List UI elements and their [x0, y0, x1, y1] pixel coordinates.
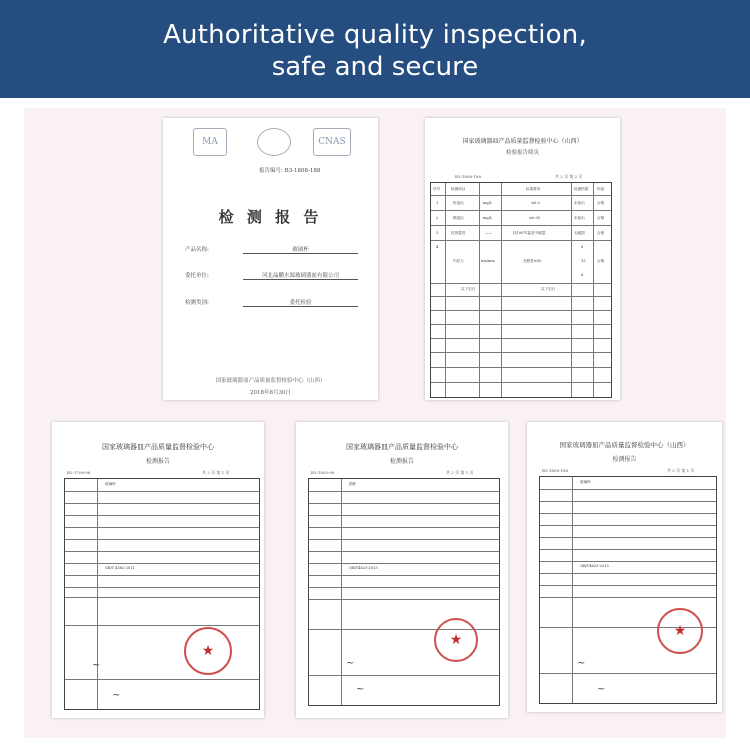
- cont-cell: 内应力: [453, 259, 464, 263]
- cont-cell: 2: [436, 216, 439, 220]
- category-row: [185, 298, 312, 306]
- report-table: [539, 476, 717, 704]
- cont-cell: 4: [436, 245, 439, 249]
- cont-blank-note: 以下空白: [541, 287, 556, 291]
- official-stamp: ★: [657, 608, 703, 654]
- report-org: 国家玻璃器皿产品质量监督检验中心: [346, 443, 458, 451]
- cont-cell: 无破损: [574, 231, 585, 235]
- cont-title: 检验报告续页: [505, 150, 539, 156]
- cont-cell: mg/L: [483, 216, 493, 220]
- cont-page: 共 2 页 第 2 页: [555, 174, 583, 179]
- cont-org: 国家玻璃器皿产品质量监督检验中心（山西）: [462, 138, 583, 145]
- report-page: 共 2 页 第 1 页: [667, 468, 695, 473]
- signature: ~: [346, 658, 355, 669]
- report-product: 玻璃杯: [580, 480, 591, 484]
- report-page-3: [527, 422, 722, 712]
- cont-cell: 合格: [597, 216, 605, 220]
- field-label: 检测类别:: [185, 300, 209, 306]
- report-page-2: [296, 422, 508, 718]
- signature: ~: [577, 658, 586, 669]
- cont-cell: ——: [485, 231, 493, 235]
- report-product: 玻璃杯: [105, 482, 116, 486]
- banner-line-1: Authoritative quality inspection,: [163, 20, 587, 50]
- report-number: B3-1805-00: [311, 470, 335, 475]
- cont-cell: 8: [581, 245, 584, 249]
- signature: ~: [597, 684, 606, 695]
- field-value: 玻璃杯: [243, 245, 358, 254]
- cont-cell: 经100℃温差不破裂: [513, 231, 546, 235]
- cover-title: 检 测 报 告: [218, 208, 323, 226]
- header-banner: [0, 0, 750, 98]
- cont-cell: 3: [436, 231, 439, 235]
- report-number: B3-1808-188: [542, 468, 569, 473]
- report-title: 检测报告: [145, 458, 170, 465]
- report-number-label: 报告编号:: [259, 168, 283, 174]
- cont-cell: 6: [581, 273, 584, 277]
- cont-blank-note: 以下空白: [461, 287, 476, 291]
- cont-cell: 合格: [597, 201, 605, 205]
- official-stamp: ★: [184, 627, 232, 675]
- report-continuation-page: [425, 118, 620, 400]
- report-standard: QB/T4623-2013: [580, 564, 609, 568]
- report-page: 共 2 页 第 1 页: [446, 470, 474, 475]
- banner-line-2: safe and secure: [271, 52, 479, 82]
- cont-cell: ≤0.5: [531, 201, 540, 205]
- cont-cell: 镉溶出: [453, 216, 464, 220]
- cont-cell: 合格: [597, 231, 605, 235]
- report-title: 检测报告: [612, 456, 637, 463]
- cont-header-cell: 检测结果: [574, 187, 589, 191]
- cont-cell: 未检出: [574, 201, 585, 205]
- report-cover-document: [163, 118, 378, 400]
- cont-table: [430, 182, 612, 398]
- certification-logos: [185, 128, 368, 156]
- cont-number: B3-1808-188: [455, 174, 482, 179]
- cont-cell: 1: [436, 201, 439, 205]
- report-table: [308, 478, 500, 706]
- signature: ~: [112, 690, 121, 701]
- cont-cell: 抗热震性: [451, 231, 466, 235]
- report-product: 酒杯: [349, 482, 357, 486]
- cont-cell: mg/L: [483, 201, 493, 205]
- cont-header-cell: 检测项目: [451, 187, 466, 191]
- report-org: 国家玻璃器皿产品质量监督检验中心（山西）: [559, 441, 690, 449]
- cover-org: 国家玻璃器皿产品质量监督检验中心（山西）: [215, 378, 326, 384]
- field-value: 河北晶鹏水源玻璃器皿有限公司: [243, 271, 358, 280]
- ma-logo: MA: [193, 128, 227, 156]
- report-number: [259, 166, 320, 174]
- report-standard: QB/T4623-2013: [349, 566, 378, 570]
- report-number: B2-1708-06: [67, 470, 91, 475]
- report-org: 国家玻璃器皿产品质量监督检验中心: [102, 443, 214, 451]
- field-value: 委托检验: [243, 298, 358, 307]
- signature: ~: [92, 660, 101, 671]
- cont-cell: 合格: [597, 259, 605, 263]
- cover-date: 2018年8月30日: [250, 390, 291, 396]
- cont-cell: nm/mm: [481, 259, 495, 263]
- seal-logo: [257, 128, 291, 156]
- cont-header-cell: 标准要求: [526, 187, 541, 191]
- cont-cell: 光程差≤50: [523, 259, 542, 263]
- cont-cell: ≤0.05: [529, 216, 541, 220]
- product-name-row: [185, 245, 309, 253]
- report-number-value: B3-1808-188: [284, 168, 321, 174]
- official-stamp: ★: [434, 618, 478, 662]
- cont-cell: 未检出: [574, 216, 585, 220]
- cont-header-cell: 结论: [597, 187, 605, 191]
- cont-cell: 铅溶出: [453, 201, 464, 205]
- report-page: 共 2 页 第 1 页: [202, 470, 230, 475]
- cont-cell: 13: [581, 259, 586, 263]
- cnas-logo: CNAS: [313, 128, 351, 156]
- field-label: 委托单位:: [185, 273, 209, 279]
- signature: ~: [356, 684, 365, 695]
- cont-header-cell: 序号: [433, 187, 441, 191]
- report-table: [64, 478, 260, 710]
- field-label: 产品名称:: [185, 247, 209, 253]
- report-title: 检测报告: [389, 458, 414, 465]
- report-standard: GB/T 4562-2011: [105, 566, 135, 570]
- client-row: [185, 271, 339, 279]
- report-page-1: [52, 422, 264, 718]
